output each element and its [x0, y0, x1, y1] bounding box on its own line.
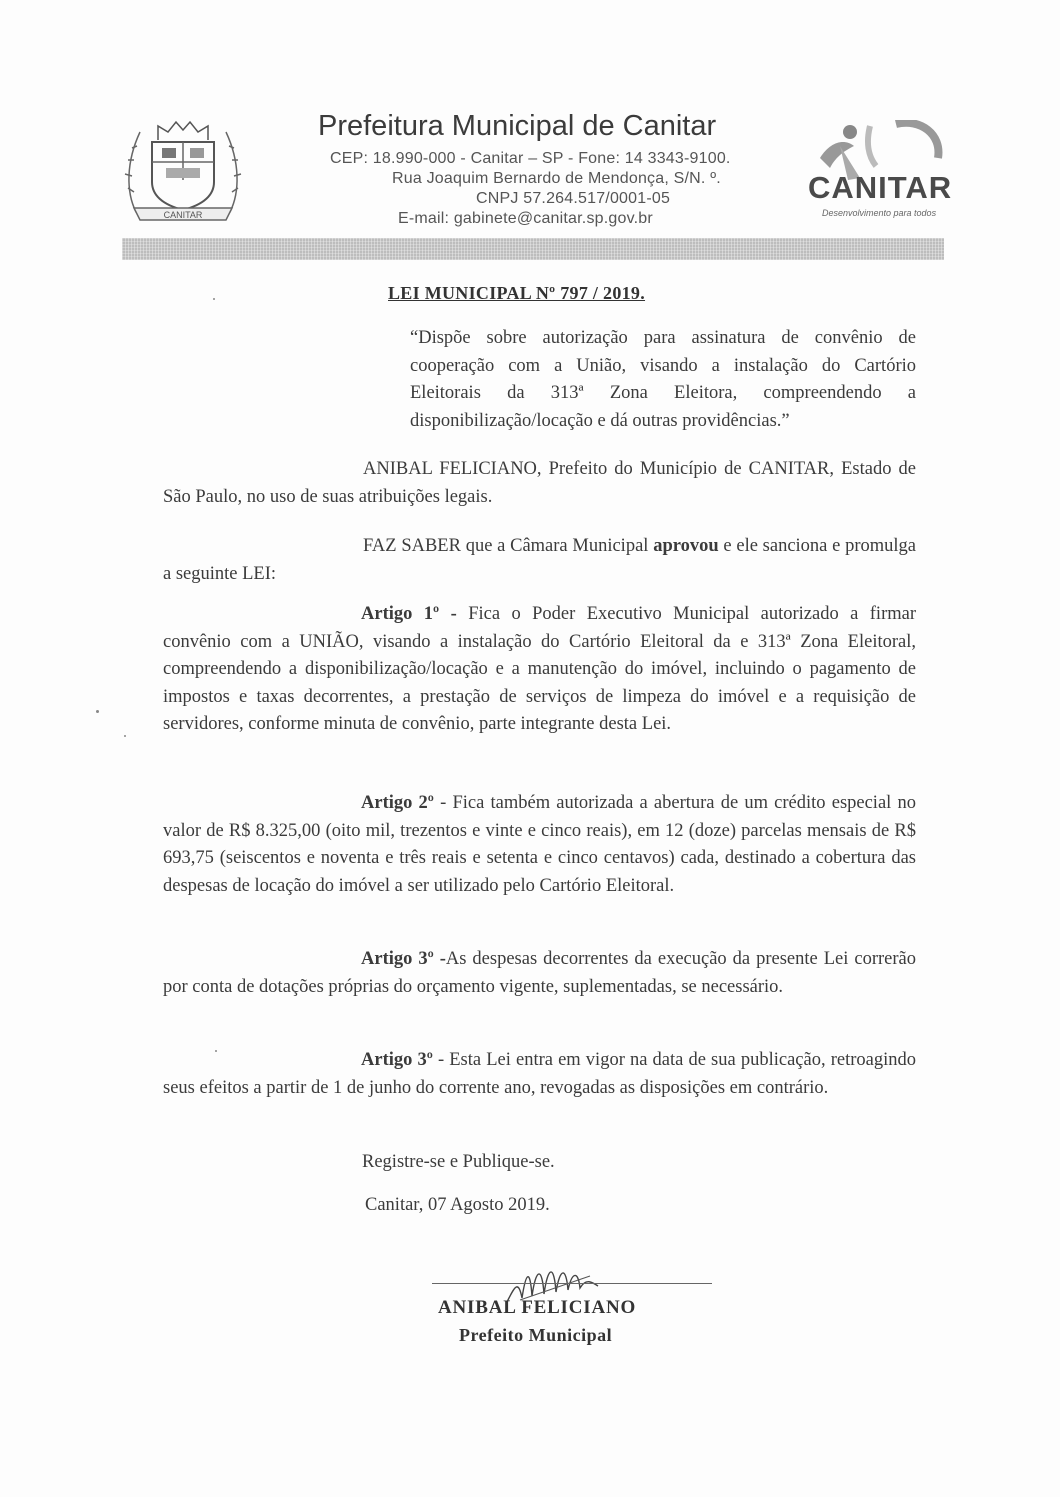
- article-4-text: - Esta Lei entra em vigor na data de sua publicação, retroagindo seus efeitos a partir de 1 de junho do corrente ano, revogadas as disposições em contrário.: [163, 1050, 916, 1098]
- scan-speck: [96, 710, 99, 713]
- scan-speck: [215, 1050, 217, 1052]
- header-address-line-1: CEP: 18.990-000 - Canitar – SP - Fone: 14 3343-9100.: [330, 150, 731, 167]
- preamble-text: ANIBAL FELICIANO, Prefeito do Município de CANITAR, Estado de São Paulo, no uso de suas atribuições legais.: [163, 459, 916, 507]
- signing-date: Canitar, 07 Agosto 2019.: [365, 1195, 550, 1215]
- crest-label: CANITAR: [163, 210, 203, 220]
- article-1-text: Fica o Poder Executivo Municipal autorizado a firmar convênio com a UNIÃO, visando a instalação do Cartório Eleitoral da e 313ª Zona Eleitoral, compreendendo a disponibilização/locação e a manutenção do imóvel, incluindo o pagamento de impostos e taxas decorrentes, a prestação de serviços de limpeza do imóvel e a requisição de servidores, conforme minuta de convênio, parte integrante desta Lei.: [163, 604, 916, 734]
- municipality-title: Prefeitura Municipal de Canitar: [318, 110, 717, 142]
- article-2-label: Artigo 2º: [361, 793, 441, 813]
- header-address-line-2: Rua Joaquim Bernardo de Mendonça, S/N. º.: [392, 170, 721, 187]
- enactment-paragraph: [163, 533, 916, 588]
- article-2: [163, 790, 916, 900]
- article-1: [163, 601, 916, 739]
- law-title: LEI MUNICIPAL Nº 797 / 2019.: [388, 283, 646, 303]
- signature-line: [432, 1283, 712, 1284]
- enactment-text-after: e ele sanciona e promulga a seguinte LEI:: [163, 536, 917, 584]
- logo-tagline: Desenvolvimento para todos: [822, 208, 937, 218]
- enactment-text-bold: aprovou: [653, 536, 719, 556]
- municipal-crest: [122, 112, 244, 224]
- article-2-text: - Fica também autorizada a abertura de um crédito especial no valor de R$ 8.325,00 (oito mil, trezentos e vinte e cinco reais), em 12 (doze) parcelas mensais de R$ 693,75 (seiscentos e noventa e três reais e setenta e cinco centavos) cada, destinado a cobertura das despesas de locação do imóvel a ser utilizado pelo Cartório Eleitoral.: [163, 793, 916, 896]
- scan-speck: [213, 298, 215, 300]
- article-1-label: Artigo 1º -: [361, 604, 469, 624]
- header-email-line: E-mail: gabinete@canitar.sp.gov.br: [398, 210, 653, 227]
- header-cnpj-line: CNPJ 57.264.517/0001-05: [476, 190, 671, 207]
- law-ementa: “Dispõe sobre autorização para assinatura de convênio de cooperação com a União, visando a instalação do Cartório Eleitorais da 313ª Zona Eleitora, compreendendo a disponibilização/locação e dá outras providências.”: [410, 328, 916, 431]
- closing-formula: Registre-se e Publique-se.: [362, 1152, 555, 1172]
- article-4-label: Artigo 3º: [361, 1050, 438, 1070]
- enactment-text-before: FAZ SABER que a Câmara Municipal: [363, 536, 654, 556]
- logo-name: CANITAR: [808, 170, 953, 205]
- preamble-paragraph: [163, 456, 916, 511]
- article-3: [163, 946, 916, 1001]
- article-3-text: As despesas decorrentes da execução da presente Lei correrão por conta de dotações próprias do orçamento vigente, suplementadas, se necessário.: [163, 949, 916, 997]
- article-4: [163, 1047, 916, 1102]
- article-3-label: Artigo 3º -: [361, 949, 446, 969]
- header-divider-band: [122, 238, 944, 260]
- signatory-role: Prefeito Municipal: [459, 1325, 613, 1345]
- signatory-name: ANIBAL FELICIANO: [438, 1297, 637, 1318]
- scan-speck: [124, 735, 126, 737]
